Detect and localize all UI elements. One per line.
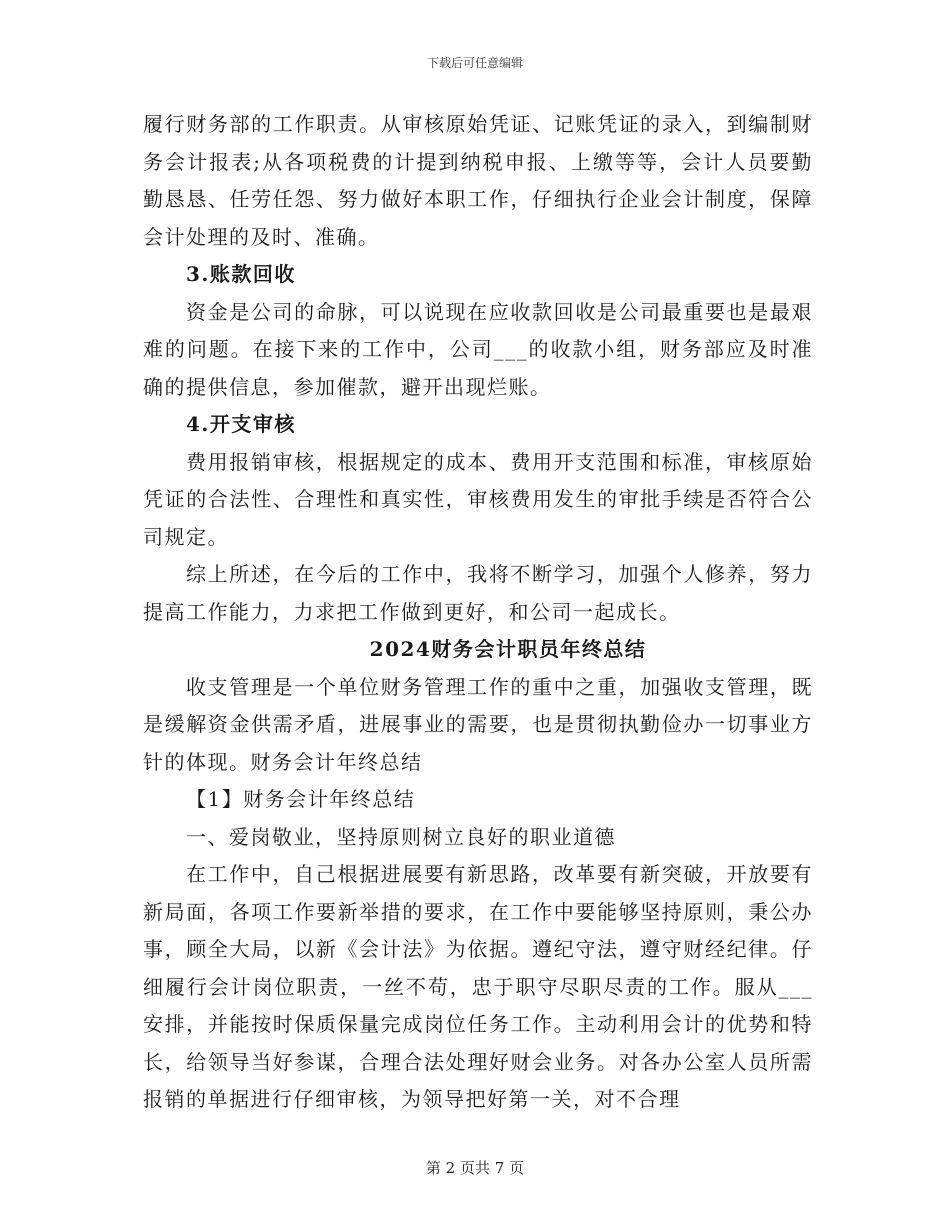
section-heading: 3.账款回收: [186, 262, 296, 286]
paragraph: 综上所述，在今后的工作中，我将不断学习，加强个人修养，努力提高工作能力，力求把工作做到更好，和公司一起成长。: [143, 562, 813, 624]
paragraph: 履行财务部的工作职责。从审核原始凭证、记账凭证的录入，到编制财务会计报表;从各项税费的计提到纳税申报、上缴等等，会计人员要勤勤恳恳、任劳任怨、努力做好本职工作，仔细执行企业会计制度，保障会计处理的及时、准确。: [143, 112, 813, 249]
paragraph: 【1】财务会计年终总结: [186, 787, 416, 811]
paragraph: 一、爱岗敬业，坚持原则树立良好的职业道德: [186, 824, 616, 849]
paragraph: 收支管理是一个单位财务管理工作的重中之重，加强收支管理，既是缓解资金供需矛盾，进展事业的需要，也是贯彻执勤俭办一切事业方针的体现。财务会计年终总结: [143, 674, 813, 774]
paragraph: 在工作中，自己根据进展要有新思路，改革要有新突破，开放要有新局面，各项工作要新举措的要求，在工作中要能够坚持原则，秉公办事，顾全大局，以新《会计法》为依据。遵纪守法，遵守财经纪律。仔细履行会计岗位职责，一丝不苟，忠于职守尽职尽责的工作。服从___安排，并能按时保质保量完成岗位任务工作。主动利用会计的优势和特长，给领导当好参谋，合理合法处理好财会业务。对各办公室人员所需报销的单据进行仔细审核，为领导把好第一关，对不合理: [143, 862, 813, 1111]
document-body: [143, 106, 813, 1119]
section-heading: 4.开支审核: [186, 412, 296, 436]
document-title: 2024财务会计职员年终总结: [369, 637, 647, 661]
paragraph: 费用报销审核，根据规定的成本、费用开支范围和标准，审核原始凭证的合法性、合理性和真实性，审核费用发生的审批手续是否符合公司规定。: [143, 449, 813, 549]
page-footer: 第 2 页共 7 页: [425, 1159, 525, 1177]
page-header: 下载后可任意编辑: [426, 56, 523, 70]
paragraph: 资金是公司的命脉，可以说现在应收款回收是公司最重要也是最艰难的问题。在接下来的工作中，公司___的收款小组，财务部应及时准确的提供信息，参加催款，避开出现烂账。: [143, 299, 813, 399]
